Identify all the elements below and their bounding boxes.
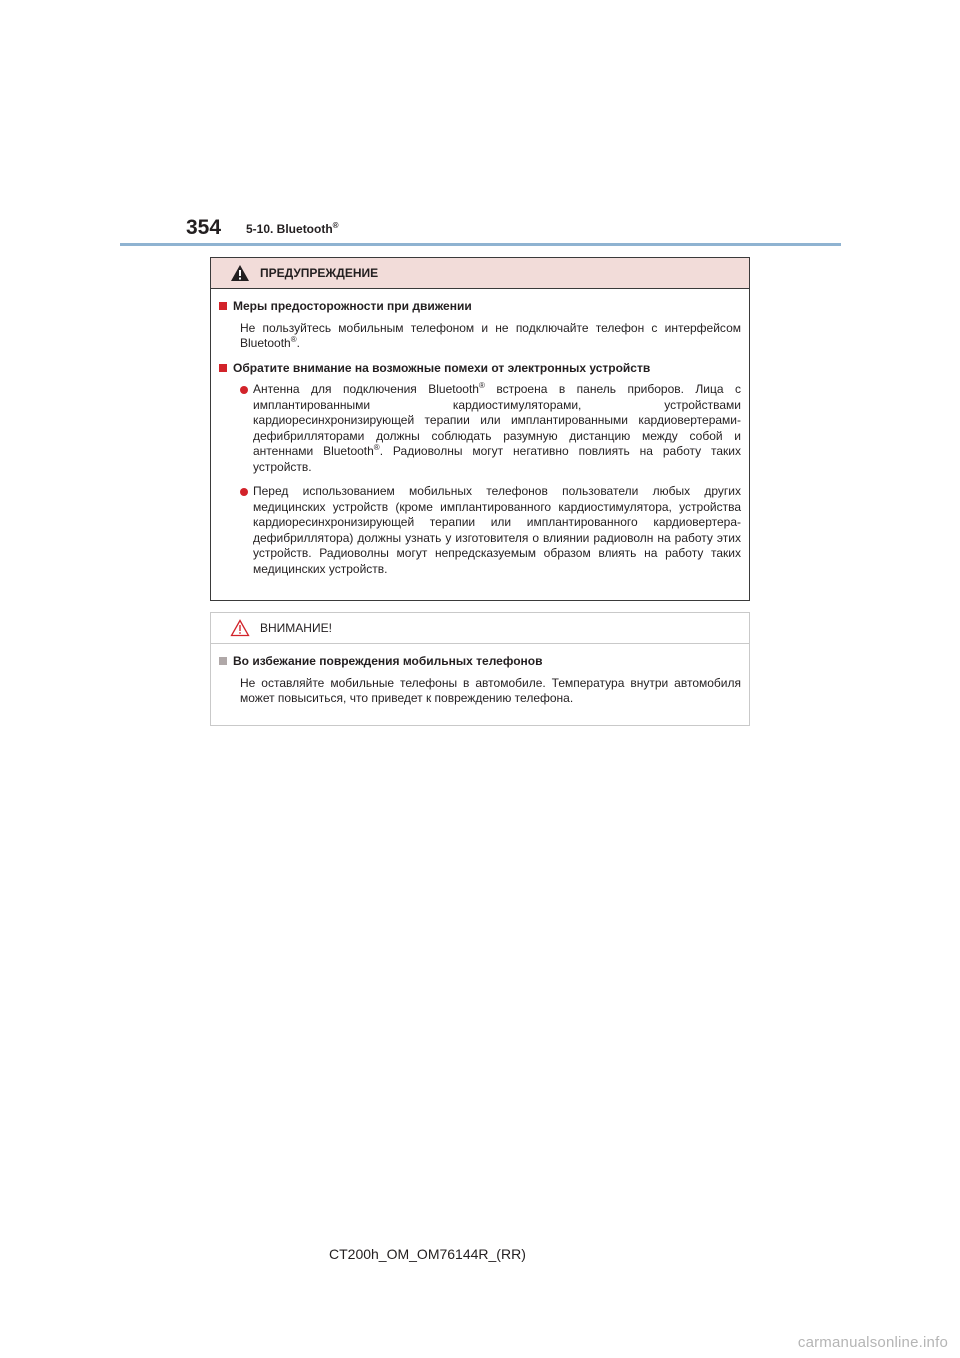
- round-bullet-icon: [240, 488, 248, 496]
- bullet-text: встроена в панель приборов. Лица с имплантированными кардиостимуляторами, устройствами кардиоресинхронизирующей терапии или имплантированными кардиовертерами-дефибрилляторами должны соблюдать разумную дистанцию между собой и антеннами Bluetooth: [253, 382, 741, 458]
- warning-heading-driving: [219, 299, 741, 315]
- square-bullet-icon: [219, 657, 227, 665]
- caution-heading: [219, 654, 741, 670]
- warning-heading-interference: [219, 361, 741, 377]
- section-title-text: 5-10. Bluetooth: [246, 222, 333, 236]
- section-title: [246, 222, 339, 236]
- caution-box-body: [211, 644, 749, 707]
- registered-mark: ®: [332, 221, 339, 230]
- square-bullet-icon: [219, 302, 227, 310]
- heading-text: Обратите внимание на возможные помехи от электронных устройств: [233, 360, 651, 375]
- bullet-text: Перед использованием мобильных телефонов пользователи любых других медицинских устройств (кроме имплантированного кардиостимулятора, устройства кардиоресинхронизирующей терапии или имплантированного кардиовертера-дефибриллятора) должны узнать у изготовителя о влиянии радиоволн на работу этих устройств. Радиоволны могут непредсказуемым образом влиять на работу таких медицинских устройств.: [253, 484, 741, 576]
- round-bullet-icon: [240, 386, 248, 394]
- warning-bullet: [240, 382, 741, 475]
- heading-text: Меры предосторожности при движении: [233, 299, 472, 313]
- paragraph-text-end: .: [296, 336, 300, 350]
- caution-box-title: ВНИМАНИЕ!: [260, 621, 332, 635]
- warning-triangle-icon: [230, 264, 250, 282]
- caution-box: [210, 612, 750, 726]
- warning-box-header: [211, 258, 749, 289]
- warning-bullet: [240, 484, 741, 577]
- registered-mark: ®: [373, 443, 380, 452]
- heading-text: Во избежание повреждения мобильных телефонов: [233, 654, 543, 668]
- bullet-text: Антенна для подключения Bluetooth: [253, 382, 479, 396]
- registered-mark: ®: [478, 381, 485, 390]
- paragraph-text: Не пользуйтесь мобильным телефоном и не подключайте телефон с интерфейсом Bluetooth: [240, 320, 741, 350]
- caution-paragraph: Не оставляйте мобильные телефоны в автомобиле. Температура внутри автомобиля может повыситься, что приведет к повреждению телефона.: [240, 675, 741, 705]
- warning-box-body: [211, 289, 749, 577]
- caution-triangle-icon: [230, 619, 250, 637]
- warning-paragraph: [240, 321, 741, 352]
- document-code: CT200h_OM_OM76144R_(RR): [329, 1246, 526, 1262]
- warning-box: [210, 257, 750, 601]
- square-bullet-icon: [219, 364, 227, 372]
- bullet-text: . Радиоволны могут негативно повлиять на работу таких устройств.: [253, 444, 741, 474]
- header-rule: [120, 243, 841, 246]
- caution-box-header: [211, 613, 749, 644]
- watermark: carmanualsonline.info: [797, 1334, 948, 1351]
- registered-mark: ®: [290, 335, 297, 344]
- warning-box-title: ПРЕДУПРЕЖДЕНИЕ: [260, 266, 379, 280]
- page-number: 354: [186, 216, 222, 239]
